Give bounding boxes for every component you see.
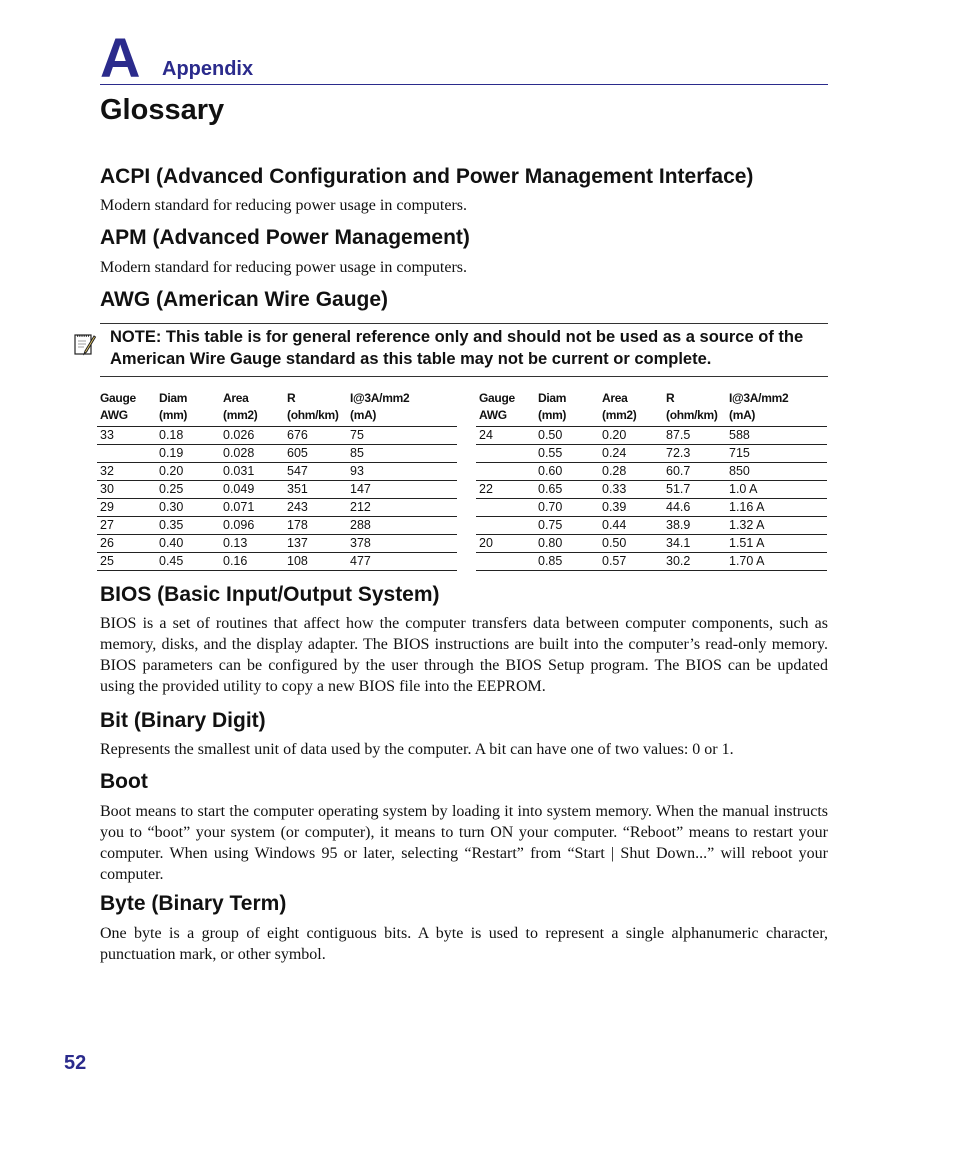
table-cell: 87.5 <box>663 427 726 445</box>
table-row <box>476 499 827 517</box>
awg-table-left <box>97 390 457 571</box>
term-bios: BIOS (Basic Input/Output System) <box>100 583 440 606</box>
column-header-unit: (mm2) <box>223 408 258 422</box>
table-cell: 0.25 <box>156 481 220 499</box>
table-cell: 75 <box>347 427 457 445</box>
table-header-row <box>97 390 457 427</box>
term-byte: Byte (Binary Term) <box>100 892 287 915</box>
table-cell: 0.65 <box>535 481 599 499</box>
table-cell: 93 <box>347 463 457 481</box>
header-rule <box>100 84 828 85</box>
table-cell: 108 <box>284 553 347 571</box>
term-bit: Bit (Binary Digit) <box>100 709 266 732</box>
table-cell: 51.7 <box>663 481 726 499</box>
table-cell: 0.75 <box>535 517 599 535</box>
table-cell <box>476 517 535 535</box>
table-cell: 850 <box>726 463 827 481</box>
column-header-name: Diam <box>159 391 188 405</box>
table-cell: 85 <box>347 445 457 463</box>
column-header-name: R <box>666 391 675 405</box>
column-header-name: Area <box>223 391 249 405</box>
column-header-name: Diam <box>538 391 567 405</box>
def-boot: Boot means to start the computer operating system by loading it into system memory. When the manual instructs you to “boot” your system (or computer), it means to turn ON your computer. “Reboot” means to restart your computer. When using Windows 95 or later, selecting “Restart” from “Start | Shut Down...” will reboot your computer. <box>100 803 828 883</box>
table-header-row <box>476 390 827 427</box>
column-header-name: Area <box>602 391 628 405</box>
table-cell: 0.19 <box>156 445 220 463</box>
def-acpi: Modern standard for reducing power usage in computers. <box>100 197 467 214</box>
term-apm: APM (Advanced Power Management) <box>100 226 470 249</box>
section-label: Appendix <box>162 58 254 80</box>
table-row <box>97 481 457 499</box>
table-cell: 351 <box>284 481 347 499</box>
table-row <box>97 427 457 445</box>
table-cell: 32 <box>97 463 156 481</box>
note-text: NOTE: This table is for general reference only and should not be used as a source of the American Wire Gauge standard as this table may not be current or complete. <box>110 328 804 368</box>
table-cell: 0.60 <box>535 463 599 481</box>
table-row <box>476 445 827 463</box>
table-cell: 0.18 <box>156 427 220 445</box>
column-header-unit: (mm) <box>159 408 188 422</box>
column-header <box>97 390 156 427</box>
page-title: Glossary <box>100 94 225 126</box>
column-header <box>535 390 599 427</box>
table-cell: 26 <box>97 535 156 553</box>
column-header <box>726 390 827 427</box>
table-cell: 605 <box>284 445 347 463</box>
table-cell: 0.096 <box>220 517 284 535</box>
column-header <box>284 390 347 427</box>
column-header-unit: (mm) <box>538 408 567 422</box>
table-cell: 0.70 <box>535 499 599 517</box>
table-cell: 178 <box>284 517 347 535</box>
table-cell: 33 <box>97 427 156 445</box>
table-row <box>476 553 827 571</box>
table-cell: 44.6 <box>663 499 726 517</box>
column-header <box>476 390 535 427</box>
term-acpi: ACPI (Advanced Configuration and Power Management Interface) <box>100 165 754 188</box>
table-cell: 0.071 <box>220 499 284 517</box>
table-cell: 0.16 <box>220 553 284 571</box>
table-cell: 72.3 <box>663 445 726 463</box>
column-header <box>599 390 663 427</box>
column-header-name: Gauge <box>100 391 136 405</box>
table-cell: 20 <box>476 535 535 553</box>
table-cell: 30.2 <box>663 553 726 571</box>
table-cell: 0.13 <box>220 535 284 553</box>
table-row <box>476 535 827 553</box>
table-cell: 34.1 <box>663 535 726 553</box>
table-cell: 676 <box>284 427 347 445</box>
table-cell: 0.57 <box>599 553 663 571</box>
def-byte: One byte is a group of eight contiguous bits. A byte is used to represent a single alphanumeric character, punctuation mark, or other symbol. <box>100 925 828 963</box>
table-cell: 212 <box>347 499 457 517</box>
table-row <box>97 499 457 517</box>
table-cell: 1.51 A <box>726 535 827 553</box>
table-cell <box>476 463 535 481</box>
table-cell: 0.30 <box>156 499 220 517</box>
table-cell: 0.049 <box>220 481 284 499</box>
table-row <box>97 517 457 535</box>
table-cell: 0.55 <box>535 445 599 463</box>
column-header-name: R <box>287 391 296 405</box>
table-cell: 547 <box>284 463 347 481</box>
table-cell: 288 <box>347 517 457 535</box>
table-cell: 0.24 <box>599 445 663 463</box>
table-row <box>476 463 827 481</box>
page-number: 52 <box>64 1052 87 1074</box>
column-header-unit: (ohm/km) <box>287 408 339 422</box>
def-apm: Modern standard for reducing power usage in computers. <box>100 259 467 276</box>
table-cell: 0.28 <box>599 463 663 481</box>
term-awg: AWG (American Wire Gauge) <box>100 288 389 311</box>
table-cell: 24 <box>476 427 535 445</box>
table-cell: 0.44 <box>599 517 663 535</box>
column-header-unit: AWG <box>100 408 128 422</box>
table-cell: 0.40 <box>156 535 220 553</box>
table-row <box>97 535 457 553</box>
table-cell: 477 <box>347 553 457 571</box>
def-bit: Represents the smallest unit of data used by the computer. A bit can have one of two values: 0 or 1. <box>100 741 734 758</box>
table-cell: 588 <box>726 427 827 445</box>
table-cell: 38.9 <box>663 517 726 535</box>
table-row <box>97 553 457 571</box>
column-header-unit: (mm2) <box>602 408 637 422</box>
column-header <box>663 390 726 427</box>
table-cell: 25 <box>97 553 156 571</box>
table-cell: 0.85 <box>535 553 599 571</box>
column-header-unit: AWG <box>479 408 507 422</box>
def-bios: BIOS is a set of routines that affect how the computer transfers data between computer components, such as memory, disks, and the display adapter. The BIOS instructions are built into the computer’s read-only memory. BIOS parameters can be configured by the user through the BIOS Setup program. The BIOS can be updated using the provided utility to copy a new BIOS file into the EEPROM. <box>100 615 828 695</box>
table-cell <box>476 499 535 517</box>
appendix-letter: A <box>100 26 141 89</box>
table-cell: 137 <box>284 535 347 553</box>
table-cell: 147 <box>347 481 457 499</box>
table-cell: 0.45 <box>156 553 220 571</box>
table-cell: 0.80 <box>535 535 599 553</box>
column-header-unit: (ohm/km) <box>666 408 718 422</box>
table-cell: 1.70 A <box>726 553 827 571</box>
column-header <box>220 390 284 427</box>
table-cell: 0.20 <box>156 463 220 481</box>
table-row <box>476 517 827 535</box>
column-header <box>347 390 457 427</box>
table-cell: 27 <box>97 517 156 535</box>
table-cell: 22 <box>476 481 535 499</box>
table-cell: 1.0 A <box>726 481 827 499</box>
term-boot: Boot <box>100 770 148 793</box>
table-cell: 715 <box>726 445 827 463</box>
table-cell: 0.35 <box>156 517 220 535</box>
awg-table-right <box>476 390 827 571</box>
table-cell: 0.028 <box>220 445 284 463</box>
table-row <box>476 427 827 445</box>
table-cell: 60.7 <box>663 463 726 481</box>
table-cell: 243 <box>284 499 347 517</box>
table-row <box>97 445 457 463</box>
table-cell: 0.50 <box>535 427 599 445</box>
table-cell <box>476 553 535 571</box>
table-cell: 0.39 <box>599 499 663 517</box>
table-cell: 0.20 <box>599 427 663 445</box>
column-header-unit: (mA) <box>350 408 377 422</box>
table-cell: 0.33 <box>599 481 663 499</box>
column-header <box>156 390 220 427</box>
table-cell: 29 <box>97 499 156 517</box>
column-header-unit: (mA) <box>729 408 756 422</box>
table-cell: 1.16 A <box>726 499 827 517</box>
note-pencil-icon <box>73 332 97 356</box>
column-header-name: Gauge <box>479 391 515 405</box>
table-cell: 378 <box>347 535 457 553</box>
table-cell <box>476 445 535 463</box>
table-cell: 0.50 <box>599 535 663 553</box>
table-cell: 0.031 <box>220 463 284 481</box>
table-cell <box>97 445 156 463</box>
table-row <box>476 481 827 499</box>
table-row <box>97 463 457 481</box>
table-cell: 1.32 A <box>726 517 827 535</box>
column-header-name: I@3A/mm2 <box>350 391 410 405</box>
table-cell: 30 <box>97 481 156 499</box>
table-cell: 0.026 <box>220 427 284 445</box>
column-header-name: I@3A/mm2 <box>729 391 789 405</box>
